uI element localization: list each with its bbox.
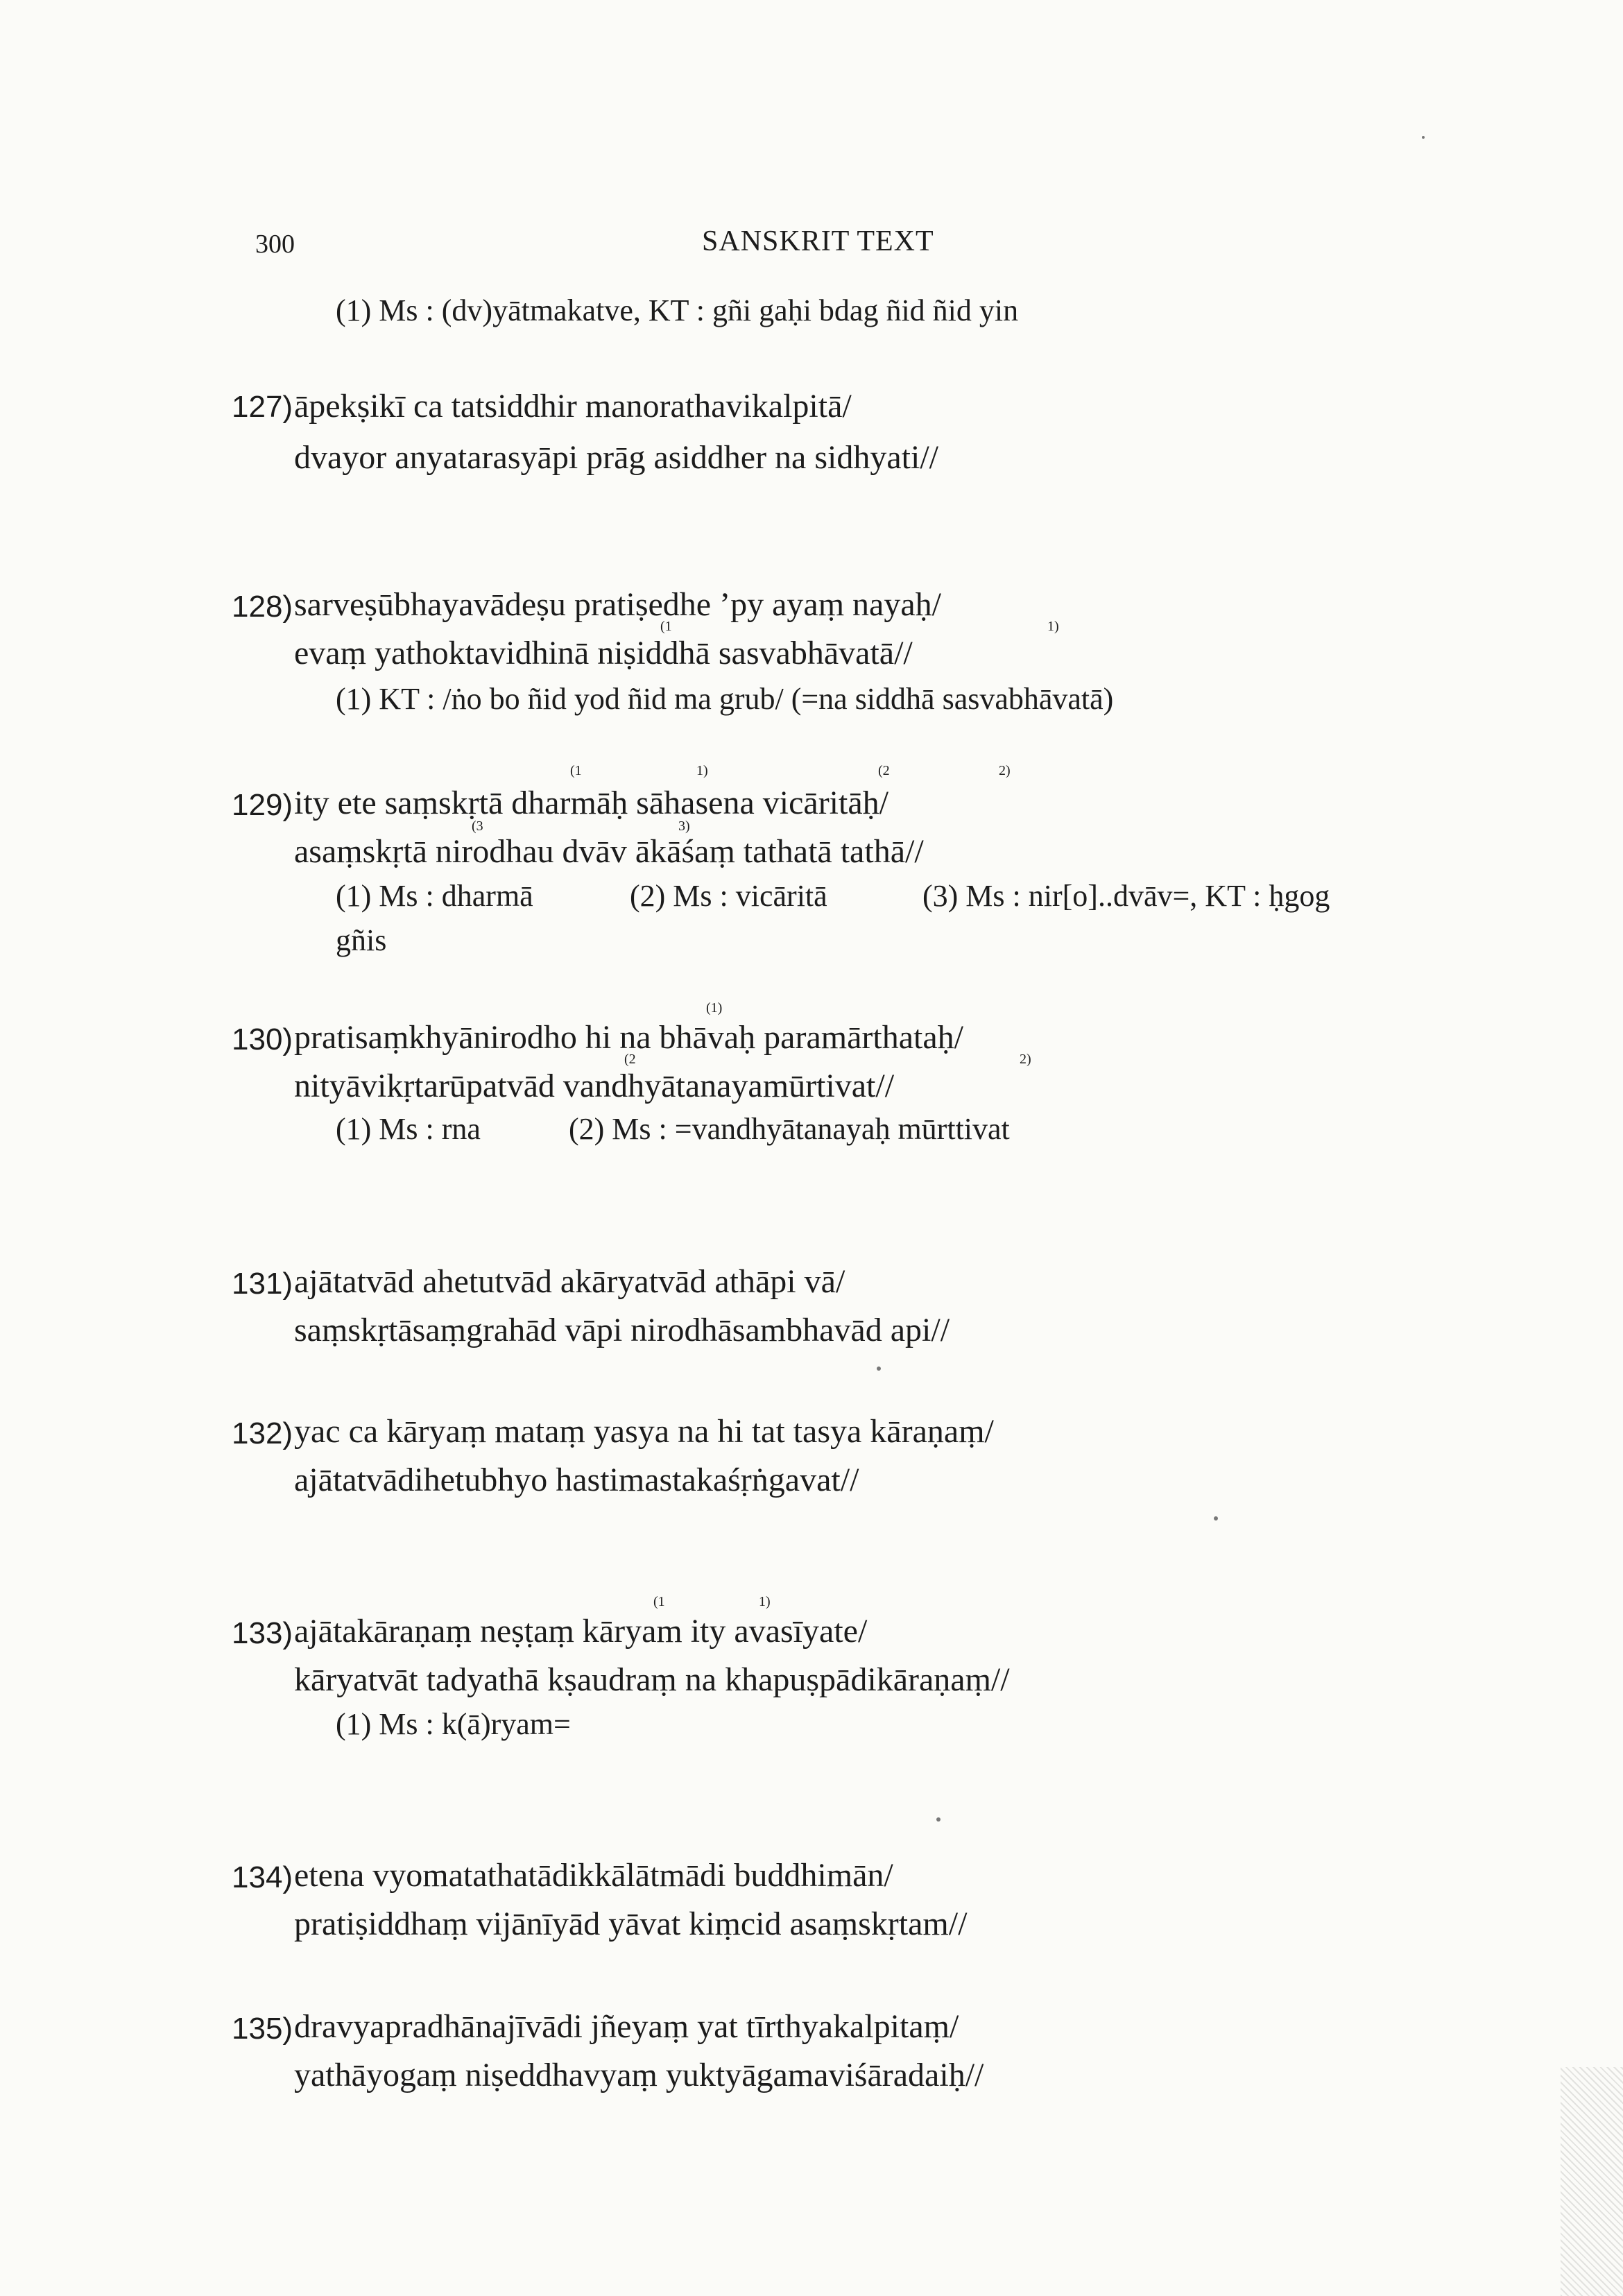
footnote-marker: (1): [706, 1000, 723, 1016]
running-title: SANSKRIT TEXT: [702, 225, 934, 257]
footnote-marker: 2): [999, 763, 1011, 778]
verse-number: 135): [232, 2012, 293, 2046]
verse-number: 129): [232, 788, 293, 822]
verse-line: ity ete saṃskṛtā dharmāḥ sāhasena vicāritāḥ/: [294, 785, 888, 821]
footnote-marker: (1: [570, 763, 582, 778]
footnote-line: gñis: [336, 923, 387, 957]
verse-number: 131): [232, 1267, 293, 1301]
paper-edge-texture: [1561, 2067, 1623, 2296]
footnote-line: (3) Ms : nir[o]..dvāv=, KT : ḥgog: [922, 879, 1330, 913]
verse-number: 134): [232, 1860, 293, 1894]
verse-line: ajātatvād ahetutvād akāryatvād athāpi vā/: [294, 1263, 845, 1300]
verse-line: nityāvikṛtarūpatvād vandhyātanayamūrtivat//: [294, 1068, 895, 1104]
verse-line: etena vyomatathatādikkālātmādi buddhimān/: [294, 1857, 893, 1894]
footnote-line: (1) Ms : k(ā)ryam=: [336, 1707, 571, 1741]
verse-number: 130): [232, 1022, 293, 1056]
verse-line: ajātakāraṇaṃ neṣṭaṃ kāryam ity avasīyate/: [294, 1613, 868, 1650]
scan-speck: [936, 1817, 941, 1822]
footnote-marker: 1): [696, 763, 708, 778]
footnote-marker: (2: [878, 763, 890, 778]
verse-line: yac ca kāryaṃ mataṃ yasya na hi tat tasya kāraṇaṃ/: [294, 1413, 994, 1450]
footnote-line: (2) Ms : =vandhyātanayaḥ mūrttivat: [569, 1112, 1010, 1146]
verse-line: dravyapradhānajīvādi jñeyaṃ yat tīrthyakalpitaṃ/: [294, 2008, 959, 2045]
verse-line: dvayor anyatarasyāpi prāg asiddher na sidhyati//: [294, 439, 939, 476]
verse-line: pratiṣiddhaṃ vijānīyād yāvat kiṃcid asaṃskṛtam//: [294, 1905, 968, 1942]
scan-speck: [877, 1367, 881, 1371]
verse-line: ajātatvādihetubhyo hastimastakaśṛṅgavat//: [294, 1462, 859, 1498]
verse-number: 128): [232, 590, 293, 624]
footnote-line: (1) Ms : rna: [336, 1112, 481, 1146]
verse-line: pratisaṃkhyānirodho hi na bhāvaḥ paramārthataḥ/: [294, 1019, 963, 1056]
verse-line: sarveṣūbhayavādeṣu pratiṣedhe ’py ayaṃ nayaḥ/: [294, 586, 941, 623]
verse-number: 127): [232, 390, 293, 424]
footnote-marker: 1): [759, 1594, 771, 1609]
footnote-marker: (3: [472, 819, 483, 834]
scan-speck: [1214, 1516, 1218, 1520]
footnote-line: (1) Ms : dharmā: [336, 879, 533, 913]
verse-line: āpekṣikī ca tatsiddhir manorathavikalpitā/: [294, 388, 852, 425]
verse-line: saṃskṛtāsaṃgrahād vāpi nirodhāsambhavād api//: [294, 1312, 950, 1348]
verse-number: 132): [232, 1416, 293, 1450]
footnote-marker: (1: [660, 619, 672, 634]
verse-line: evaṃ yathoktavidhinā niṣiddhā sasvabhāvatā//: [294, 635, 913, 671]
footnote-marker: 3): [678, 819, 690, 834]
footnote-line: (2) Ms : vicāritā: [630, 879, 827, 913]
footnote-line: (1) KT : /ṅo bo ñid yod ñid ma grub/ (=na siddhā sasvabhāvatā): [336, 682, 1114, 716]
footnote-marker: 2): [1020, 1052, 1031, 1067]
verse-line: kāryatvāt tadyathā kṣaudraṃ na khapuṣpādikāraṇaṃ//: [294, 1661, 1010, 1698]
scan-speck: [1422, 136, 1425, 139]
page-number: 300: [255, 230, 295, 259]
verse-number: 133): [232, 1616, 293, 1650]
footnote-marker: (2: [624, 1052, 636, 1067]
footnote-marker: (1: [653, 1594, 665, 1609]
verse-line: asaṃskṛtā nirodhau dvāv ākāśaṃ tathatā tathā//: [294, 833, 924, 870]
verse-line: yathāyogaṃ niṣeddhavyaṃ yuktyāgamaviśāradaiḥ//: [294, 2057, 984, 2093]
footnote-line: (1) Ms : (dv)yātmakatve, KT : gñi gaḥi bdag ñid ñid yin: [336, 293, 1019, 327]
footnote-marker: 1): [1047, 619, 1059, 634]
